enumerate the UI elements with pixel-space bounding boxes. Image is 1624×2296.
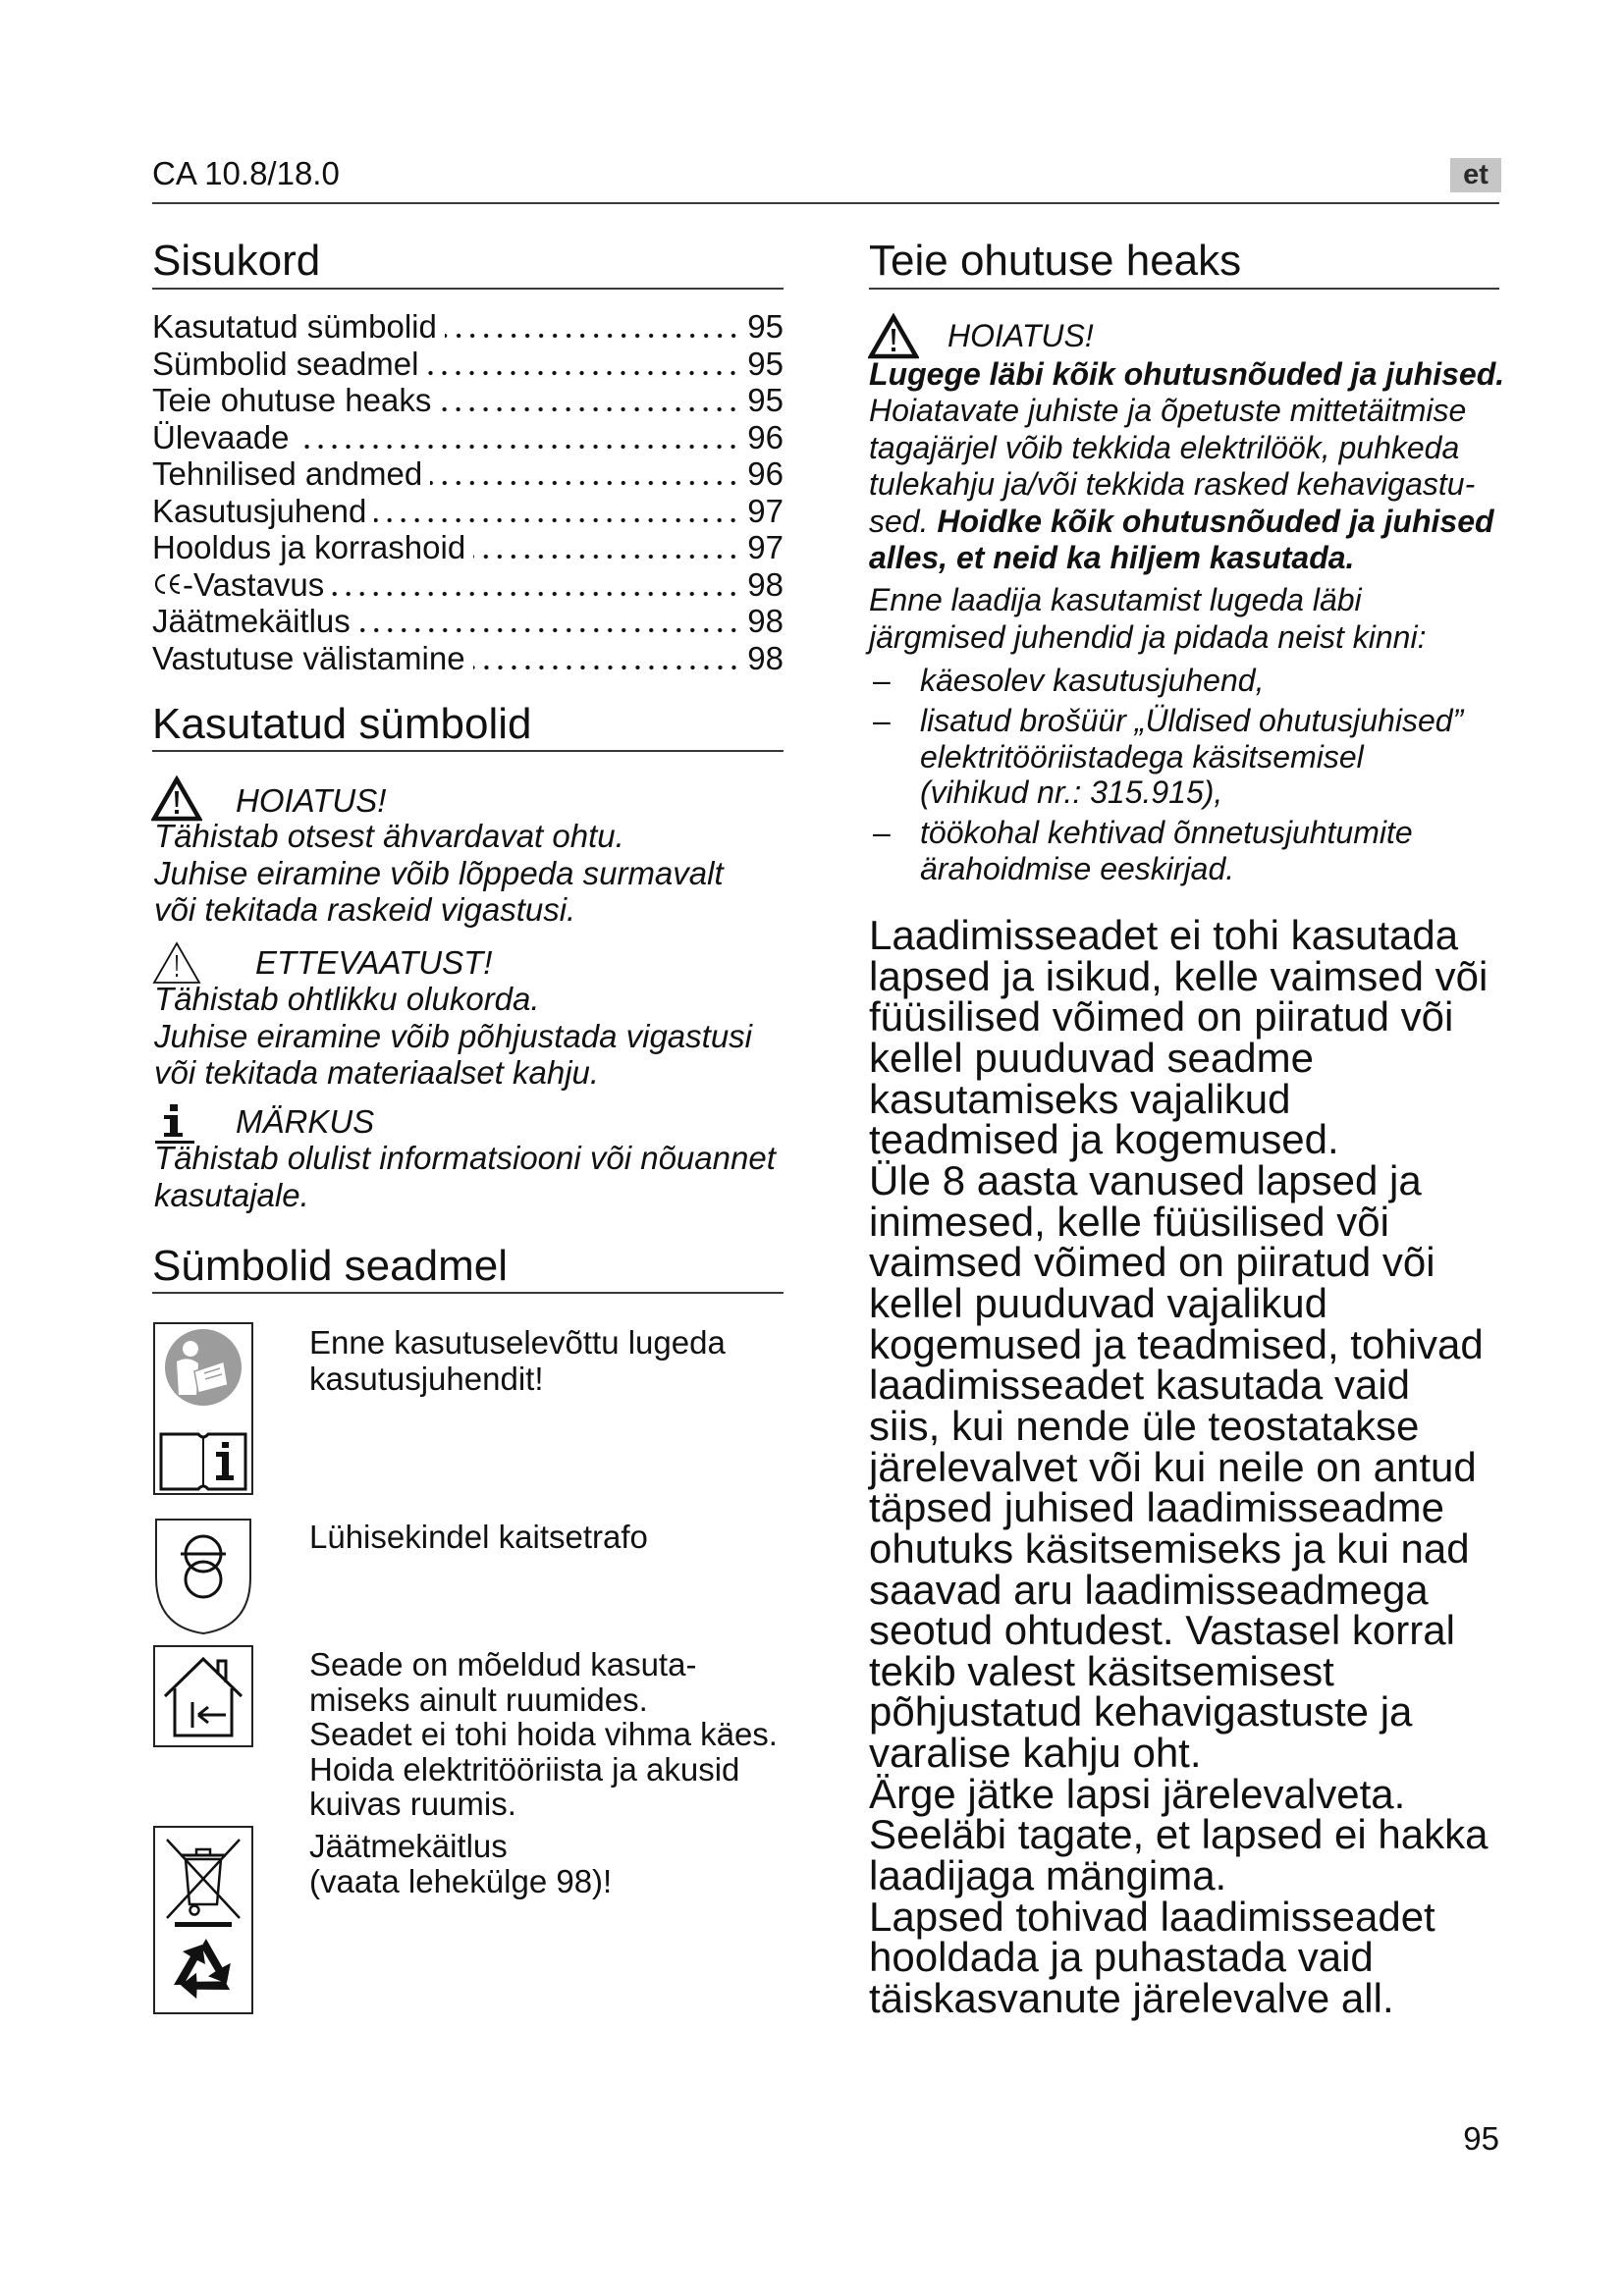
caution-description	[154, 981, 752, 1092]
notice-line: füüsilised võimed on piiratud või	[869, 993, 1454, 1041]
notice-line: laadimisseadet kasutada vaid	[869, 1362, 1411, 1409]
symbol-description-line: Seadet ei tohi hoida vihma käes.	[309, 1716, 778, 1752]
indoor-use-icon	[153, 1645, 253, 1747]
symbol-description-line: Enne kasutuselevõttu lugeda	[309, 1324, 726, 1361]
safety-transformer-text	[309, 1519, 648, 1555]
toc-item-page: 97	[747, 492, 784, 529]
symbols-used-heading: Kasutatud sümbolid	[152, 700, 532, 748]
toc-leader	[430, 455, 740, 493]
toc-item-label: Ülevaade	[152, 418, 290, 455]
list-marker: –	[873, 663, 891, 698]
symbol-description-line: Lühisekindel kaitsetrafo	[309, 1519, 648, 1555]
notice-line: Üle 8 aasta vanused lapsed ja	[869, 1156, 1422, 1203]
safety-mixed-bold: Hoidke kõik ohutusnõuded ja juhised	[937, 503, 1494, 539]
symbol-description-line: miseks ainult ruumides.	[309, 1681, 648, 1718]
toc-leader	[473, 640, 740, 677]
note-label: MÄRKUS	[236, 1103, 375, 1140]
toc-item-page: 97	[747, 529, 784, 565]
toc-item-label: Hooldus ja korrashoid	[152, 529, 466, 565]
toc-item-label: -Vastavus	[183, 565, 325, 603]
notice-line: Laadimisseadet ei tohi kasutada	[869, 912, 1459, 958]
toc-item-label: Tehnilised andmed	[152, 455, 423, 492]
toc-item-page: 98	[747, 565, 784, 603]
toc-item-label: Kasutusjuhend	[152, 492, 367, 529]
model-number: CA 10.8/18.0	[152, 155, 340, 191]
warning-description	[154, 818, 724, 929]
safety-warning-text	[869, 356, 1504, 576]
symbol-description-line: kasutusjuhendit!	[309, 1361, 544, 1397]
read-manual-icon	[153, 1322, 253, 1495]
toc-item	[152, 493, 784, 530]
notice-line: kasutamiseks vajalikud	[869, 1075, 1291, 1122]
warning-triangle-icon	[151, 775, 202, 823]
device-symbols-heading-rule	[152, 1292, 784, 1294]
notice-line: kellel puuduvad seadme	[869, 1034, 1314, 1081]
toc-item	[152, 529, 784, 566]
symbol-description-line: (vaata lehekülge 98)!	[309, 1863, 613, 1899]
toc-item-label: Vastutuse välistamine	[152, 639, 465, 676]
toc-leader	[374, 493, 740, 530]
toc-item-page: 96	[747, 455, 784, 492]
list-marker: –	[873, 703, 891, 738]
notice-line: Lapsed tohivad laadimisseadet	[869, 1893, 1435, 1940]
notice-line: põhjustatud kehavigastuste ja	[869, 1688, 1413, 1735]
toc-leader	[426, 346, 740, 383]
list-item	[920, 815, 1413, 887]
notice-line: hooldada ja puhastada vaid	[869, 1934, 1374, 1981]
toc-item	[152, 419, 784, 456]
notice-line: vaimsed võimed on piiratud või	[869, 1239, 1435, 1286]
caution-line: Tähistab ohtlikku olukorda.	[154, 981, 540, 1017]
notice-line: tekib valest käsitsemisest	[869, 1647, 1334, 1694]
safety-mixed-line	[869, 504, 1504, 540]
safety-warning-label: HOIATUS!	[947, 318, 1094, 353]
device-symbols-heading: Sümbolid seadmel	[152, 1242, 508, 1290]
toc-leader	[473, 529, 740, 566]
caution-line: Juhise eiramine võib põhjustada vigastusi	[154, 1017, 753, 1054]
toc-heading-rule	[152, 288, 784, 290]
toc-leader	[445, 308, 740, 346]
warning-triangle-icon	[868, 313, 919, 360]
toc-item-label: Jäätmekäitlus	[152, 603, 351, 639]
safety-transformer-icon	[153, 1517, 253, 1636]
toc-item-page: 95	[747, 345, 784, 382]
toc-item	[152, 640, 784, 677]
weee-recycling-icon	[153, 1826, 253, 2014]
notice-line: järelevalvet või kui neile on antud	[869, 1443, 1477, 1490]
safety-heading-rule	[869, 288, 1499, 290]
list-item	[920, 663, 1264, 699]
toc-leader	[358, 603, 740, 640]
toc-item-label: Teie ohutuse heaks	[152, 382, 432, 418]
toc-item	[152, 566, 784, 604]
notice-line: kellel puuduvad vajalikud	[869, 1279, 1327, 1326]
list-item-line: (vihikud nr.: 315.915),	[920, 774, 1223, 810]
list-marker: –	[873, 815, 891, 850]
safety-intro-bold: Lugege läbi kõik ohutusnõuded ja juhised.	[869, 356, 1505, 392]
notice-line: inimesed, kelle füüsilised või	[869, 1198, 1389, 1245]
toc-leader	[297, 419, 740, 456]
symbol-description-line: kuivas ruumis.	[309, 1786, 516, 1822]
toc-item	[152, 308, 784, 346]
safety-read-instructions	[869, 582, 1426, 656]
toc-heading: Sisukord	[152, 237, 321, 285]
indoor-use-text	[309, 1647, 778, 1822]
notice-line: täiskasvanute järelevalve all.	[869, 1975, 1394, 2022]
toc-item	[152, 382, 784, 419]
note-line: Tähistab olulist informatsiooni või nõuannet	[154, 1140, 776, 1176]
notice-line: Seeläbi tagate, et lapsed ei hakka	[869, 1811, 1489, 1858]
toc-item-page: 98	[747, 603, 784, 639]
read-manual-text	[309, 1324, 726, 1397]
safety-intro-line: tagajärjel võib tekkida elektrilöök, puhkeda	[869, 429, 1460, 465]
toc-item-page: 96	[747, 418, 784, 455]
toc-item	[152, 346, 784, 383]
safety-heading: Teie ohutuse heaks	[869, 237, 1242, 285]
list-item-line: lisatud brošüür „Üldised ohutusjuhised”	[920, 703, 1464, 738]
notice-line: kogemused ja teadmised, tohivad	[869, 1320, 1484, 1367]
symbol-description-line: Seade on mõeldud kasuta-	[309, 1646, 697, 1682]
info-icon	[153, 1101, 196, 1145]
safety-intro-line: Hoiatavate juhiste ja õpetuste mittetäitmise	[869, 393, 1467, 429]
toc-item-label: Kasutatud sümbolid	[152, 308, 437, 345]
list-item-line: elektritööriistadega käsitsemisel	[920, 738, 1364, 774]
child-safety-notice	[869, 912, 1489, 2022]
note-description	[154, 1140, 776, 1213]
toc-item-label-ce	[152, 566, 324, 604]
notice-line: varalise kahju oht.	[869, 1730, 1202, 1777]
notice-line: ohutuks käsitsemiseks ja kui nad	[869, 1524, 1470, 1572]
notice-line: lapsed ja isikud, kelle vaimsed või	[869, 952, 1489, 999]
disposal-text	[309, 1829, 612, 1899]
safety-read-line: Enne laadija kasutamist lugeda läbi	[869, 582, 1362, 617]
list-item-line: käesolev kasutusjuhend,	[920, 663, 1265, 698]
notice-line: seotud ohtudest. Vastasel korral	[869, 1607, 1455, 1654]
symbol-description-line: Hoida elektritööriista ja akusid	[309, 1750, 740, 1788]
list-item-line: töökohal kehtivad õnnetusjuhtumite	[920, 815, 1413, 850]
notice-line: Ärge jätke lapsi järelevalveta.	[869, 1770, 1406, 1817]
toc-leader	[439, 382, 740, 419]
warning-label: HOIATUS!	[236, 782, 387, 819]
toc-item	[152, 603, 784, 640]
safety-closing-bold: alles, et neid ka hiljem kasutada.	[869, 540, 1355, 576]
crossed-bin-icon	[167, 1840, 240, 1927]
warning-line: või tekitada raskeid vigastusi.	[154, 891, 576, 928]
note-line: kasutajale.	[154, 1176, 309, 1213]
toc-item-page: 95	[747, 382, 784, 418]
symbols-used-heading-rule	[152, 750, 784, 752]
caution-line: või tekitada materiaalset kahju.	[154, 1054, 600, 1091]
warning-line: Tähistab otsest ähvardavat ohtu.	[154, 818, 624, 854]
notice-line: täpsed juhised laadimisseadme	[869, 1484, 1445, 1531]
safety-mixed-regular: sed.	[869, 503, 938, 539]
ce-mark-icon	[152, 571, 182, 597]
warning-line: Juhise eiramine võib lõppeda surmavalt	[154, 854, 724, 891]
recycle-arrows-icon	[174, 1939, 241, 2009]
toc-leader	[332, 566, 740, 604]
list-item	[920, 703, 1463, 811]
list-item-line: ärahoidmise eeskirjad.	[920, 851, 1235, 886]
header-rule	[152, 202, 1499, 204]
safety-intro-line: tulekahju ja/või tekkida rasked kehavigastu-	[869, 466, 1476, 503]
caution-label: ETTEVAATUST!	[255, 944, 493, 981]
safety-read-line: järgmised juhendid ja pidada neist kinni:	[869, 618, 1427, 655]
language-badge: et	[1450, 158, 1501, 192]
notice-line: siis, kui nende üle teostatakse	[869, 1402, 1420, 1449]
toc-item-page: 98	[747, 639, 784, 676]
notice-line: laadijaga mängima.	[869, 1852, 1227, 1899]
toc-item-label: Sümbolid seadmel	[152, 345, 419, 382]
caution-triangle-icon	[151, 939, 202, 987]
page-number: 95	[1463, 2120, 1499, 2157]
notice-line: teadmised ja kogemused.	[869, 1116, 1339, 1163]
symbol-description-line: Jäätmekäitlus	[309, 1828, 508, 1864]
toc-item-page: 95	[747, 308, 784, 345]
toc-item	[152, 455, 784, 493]
notice-line: saavad aru laadimisseadmega	[869, 1566, 1429, 1613]
